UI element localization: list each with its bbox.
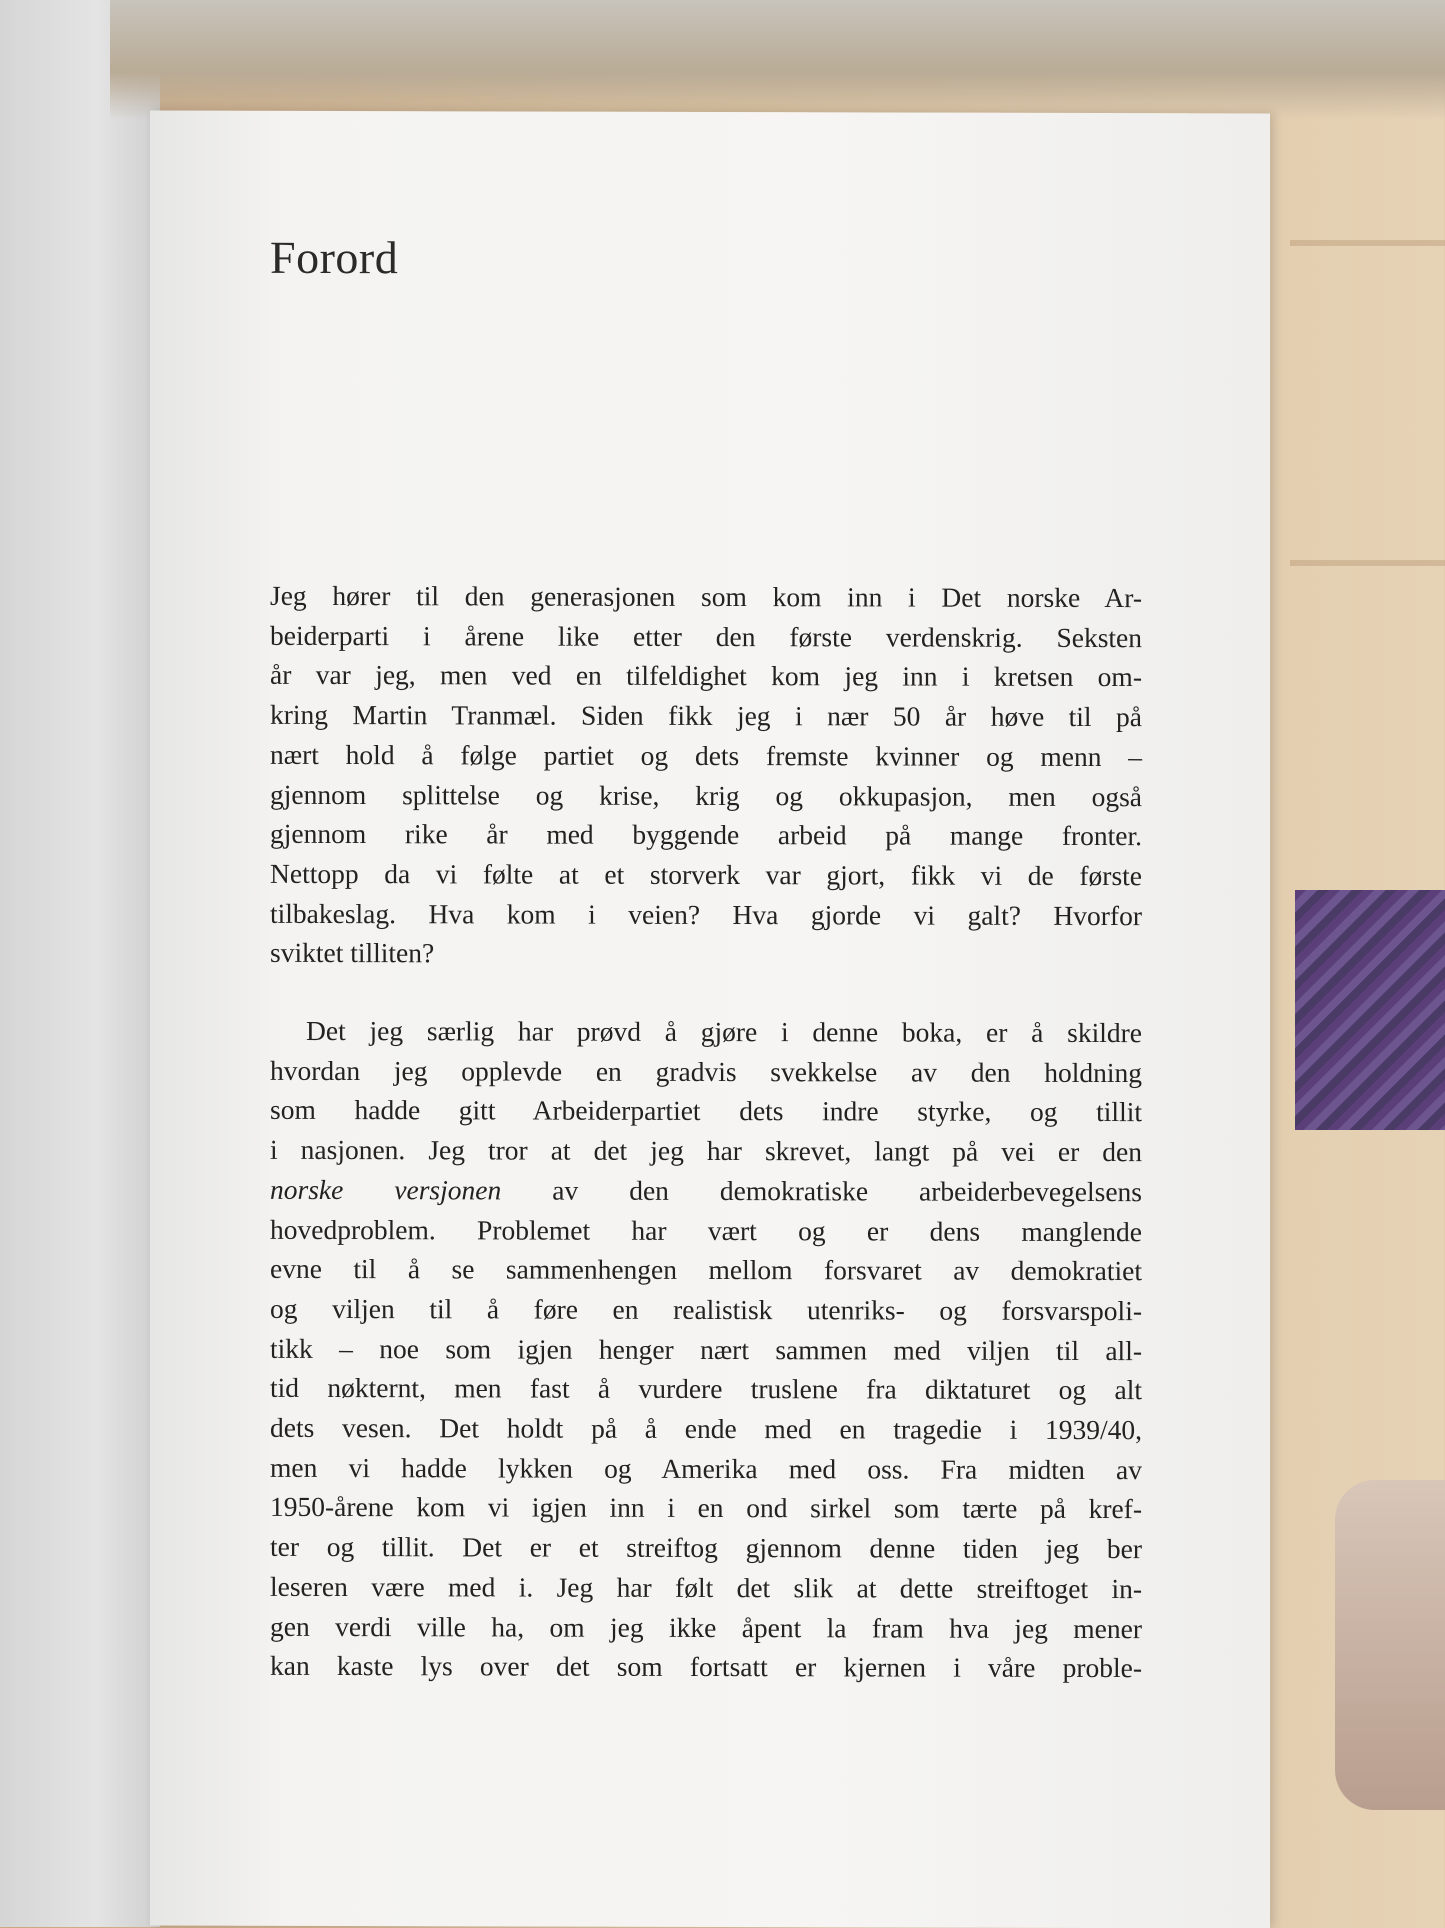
- text-line-with-italic: [270, 1170, 1142, 1212]
- text-line: sviktet tilliten?: [270, 937, 435, 969]
- text-line: tid nøkternt, men fast å vurdere truslene fra diktaturet og alt: [270, 1372, 1142, 1406]
- fabric-placemat: [1295, 890, 1445, 1130]
- book-top-edge: [110, 0, 1445, 120]
- text-line: Nettopp da vi følte at et storverk var gjort, fikk vi de første: [270, 857, 1142, 892]
- text-line: beiderparti i årene like etter den første verdenskrig. Seksten: [270, 619, 1142, 653]
- text-line: kan kaste lys over det som fortsatt er kjernen i våre proble-: [270, 1650, 1142, 1684]
- text-line: som hadde gitt Arbeiderpartiet dets indre styrke, og tillit: [270, 1094, 1142, 1128]
- text-line: kring Martin Tranmæl. Siden fikk jeg i nær 50 år høve til på: [270, 698, 1142, 733]
- desk-plank: [1290, 240, 1445, 246]
- text-line: gjennom splittelse og krise, krig og okkupasjon, men også: [270, 778, 1142, 812]
- text-line: Jeg hører til den generasjonen som kom inn i Det norske Ar-: [270, 579, 1142, 614]
- italic-phrase: norske versjonen: [270, 1173, 502, 1206]
- text-line: dets vesen. Det holdt på å ende med en tragedie i 1939/40,: [270, 1411, 1142, 1446]
- text-line: 1950-årene kom vi igjen inn i en ond sirkel som tærte på kref-: [270, 1491, 1142, 1525]
- text-line: Det jeg særlig har prøvd å gjøre i denne boka, er å skildre: [306, 1014, 1142, 1049]
- mug: [1335, 1480, 1445, 1810]
- text-line: evne til å se sammenhengen mellom forsvaret av demokratiet: [270, 1253, 1142, 1287]
- text-line: hvordan jeg opplevde en gradvis svekkelse av den holdning: [270, 1054, 1142, 1088]
- text-line: i nasjonen. Jeg tror at det jeg har skrevet, langt på vei er den: [270, 1133, 1142, 1168]
- text-line: men vi hadde lykken og Amerika med oss. Fra midten av: [270, 1451, 1142, 1485]
- text-line: år var jeg, men ved en tilfeldighet kom jeg inn i kretsen om-: [270, 659, 1142, 693]
- page-title: Forord: [270, 231, 399, 284]
- body-text: [270, 576, 1142, 1688]
- text-line: hovedproblem. Problemet har vært og er dens manglende: [270, 1213, 1142, 1247]
- left-page-edge: [0, 0, 160, 1927]
- text-line: tikk – noe som igjen henger nært sammen med viljen til all-: [270, 1332, 1142, 1366]
- text-line: og viljen til å føre en realistisk utenriks- og forsvarspoli-: [270, 1292, 1142, 1327]
- text-line: nært hold å følge partiet og dets fremste kvinner og menn –: [270, 738, 1142, 772]
- text-line-rest: av den demokratiske arbeiderbevegelsens: [552, 1174, 1142, 1207]
- text-line: tilbakeslag. Hva kom i veien? Hva gjorde vi galt? Hvorfor: [270, 897, 1142, 931]
- desk-plank: [1290, 560, 1445, 566]
- book-page: [150, 111, 1270, 1928]
- paragraph-1: [270, 576, 1142, 975]
- text-line: gjennom rike år med byggende arbeid på mange fronter.: [270, 818, 1142, 852]
- paragraph-2: [270, 1011, 1142, 1688]
- text-line: gen verdi ville ha, om jeg ikke åpent la fram hva jeg mener: [270, 1610, 1142, 1644]
- text-line: leseren være med i. Jeg har følt det slik at dette streiftoget in-: [270, 1570, 1142, 1605]
- text-line: ter og tillit. Det er et streiftog gjennom denne tiden jeg ber: [270, 1531, 1142, 1565]
